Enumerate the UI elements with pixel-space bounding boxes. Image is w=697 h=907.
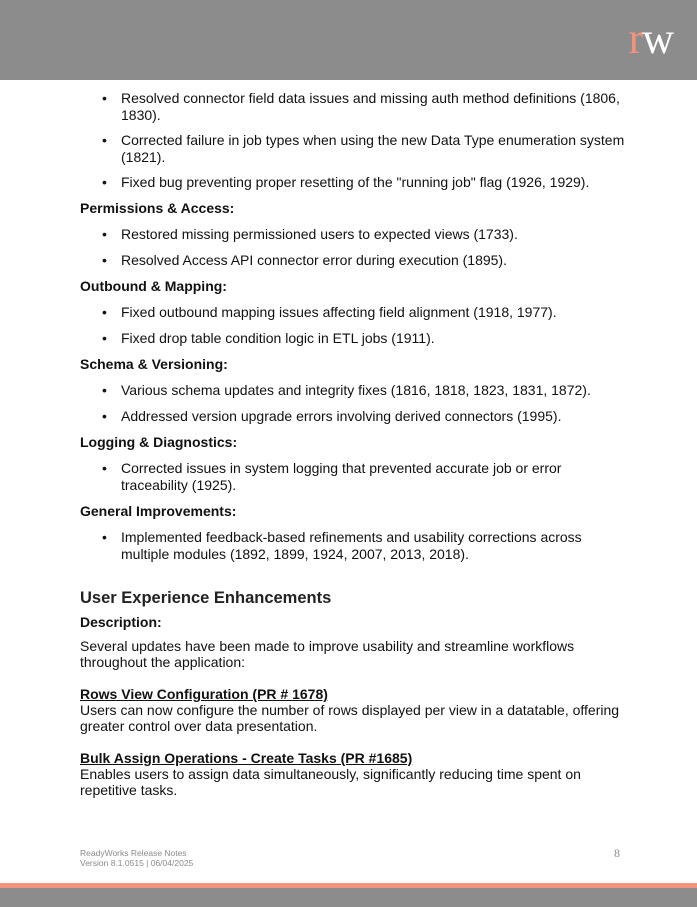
page-content xyxy=(80,90,625,798)
section-title-schema: Schema & Versioning: xyxy=(80,356,228,372)
section-title-outbound: Outbound & Mapping: xyxy=(80,278,227,294)
list-item: • Corrected issues in system logging that prevented accurate job or error traceability (1925). xyxy=(80,460,625,494)
footer-band xyxy=(0,888,697,907)
list-item: • Fixed drop table condition logic in ETL jobs (1911). xyxy=(80,330,625,347)
list-item: • Implemented feedback-based refinements and usability corrections across multiple modules (1892, 1899, 1924, 2007, 2013, 2018). xyxy=(80,529,625,563)
footer-doc-title: ReadyWorks Release Notes xyxy=(80,848,187,858)
section-title-general: General Improvements: xyxy=(80,503,237,519)
section-title-logging: Logging & Diagnostics: xyxy=(80,434,238,450)
list-item: • Corrected failure in job types when using the new Data Type enumeration system (1821). xyxy=(80,132,625,166)
list-item: • Fixed bug preventing proper resetting of the "running job" flag (1926, 1929). xyxy=(80,174,625,191)
list-item: • Fixed outbound mapping issues affecting field alignment (1918, 1977). xyxy=(80,304,625,321)
feature-text-rows-view: Users can now configure the number of rows displayed per view in a datatable, offering greater control over data presentation. xyxy=(80,702,620,734)
permissions-list xyxy=(80,226,625,269)
feature-text-bulk-assign: Enables users to assign data simultaneously, significantly reducing time spent on repetitive tasks. xyxy=(80,766,581,798)
description-label: Description: xyxy=(80,614,162,630)
list-item: • Various schema updates and integrity fixes (1816, 1818, 1823, 1831, 1872). xyxy=(80,382,625,399)
logging-list xyxy=(80,460,625,494)
general-list xyxy=(80,529,625,563)
section-title-permissions: Permissions & Access: xyxy=(80,200,235,216)
description-text: Several updates have been made to improve usability and streamline workflows throughout the application: xyxy=(80,638,575,670)
feature-title-bulk-assign: Bulk Assign Operations - Create Tasks (PR #1685) xyxy=(80,750,413,766)
schema-list xyxy=(80,382,625,425)
footer-version: Version 8.1.0515 | 06/04/2025 xyxy=(80,858,194,868)
page-number: 8 xyxy=(614,846,620,860)
list-item: • Restored missing permissioned users to expected views (1733). xyxy=(80,226,625,243)
readyworks-logo: rw xyxy=(628,14,673,63)
page-header xyxy=(0,0,697,80)
ux-heading: User Experience Enhancements xyxy=(80,589,332,607)
list-item: • Resolved Access API connector error during execution (1895). xyxy=(80,252,625,269)
footer-info xyxy=(80,848,193,868)
list-item: • Resolved connector field data issues and missing auth method definitions (1806, 1830). xyxy=(80,90,625,124)
bugfix-top-list xyxy=(80,90,625,191)
list-item: • Addressed version upgrade errors involving derived connectors (1995). xyxy=(80,408,625,425)
outbound-list xyxy=(80,304,625,347)
feature-title-rows-view: Rows View Configuration (PR # 1678) xyxy=(80,686,328,702)
